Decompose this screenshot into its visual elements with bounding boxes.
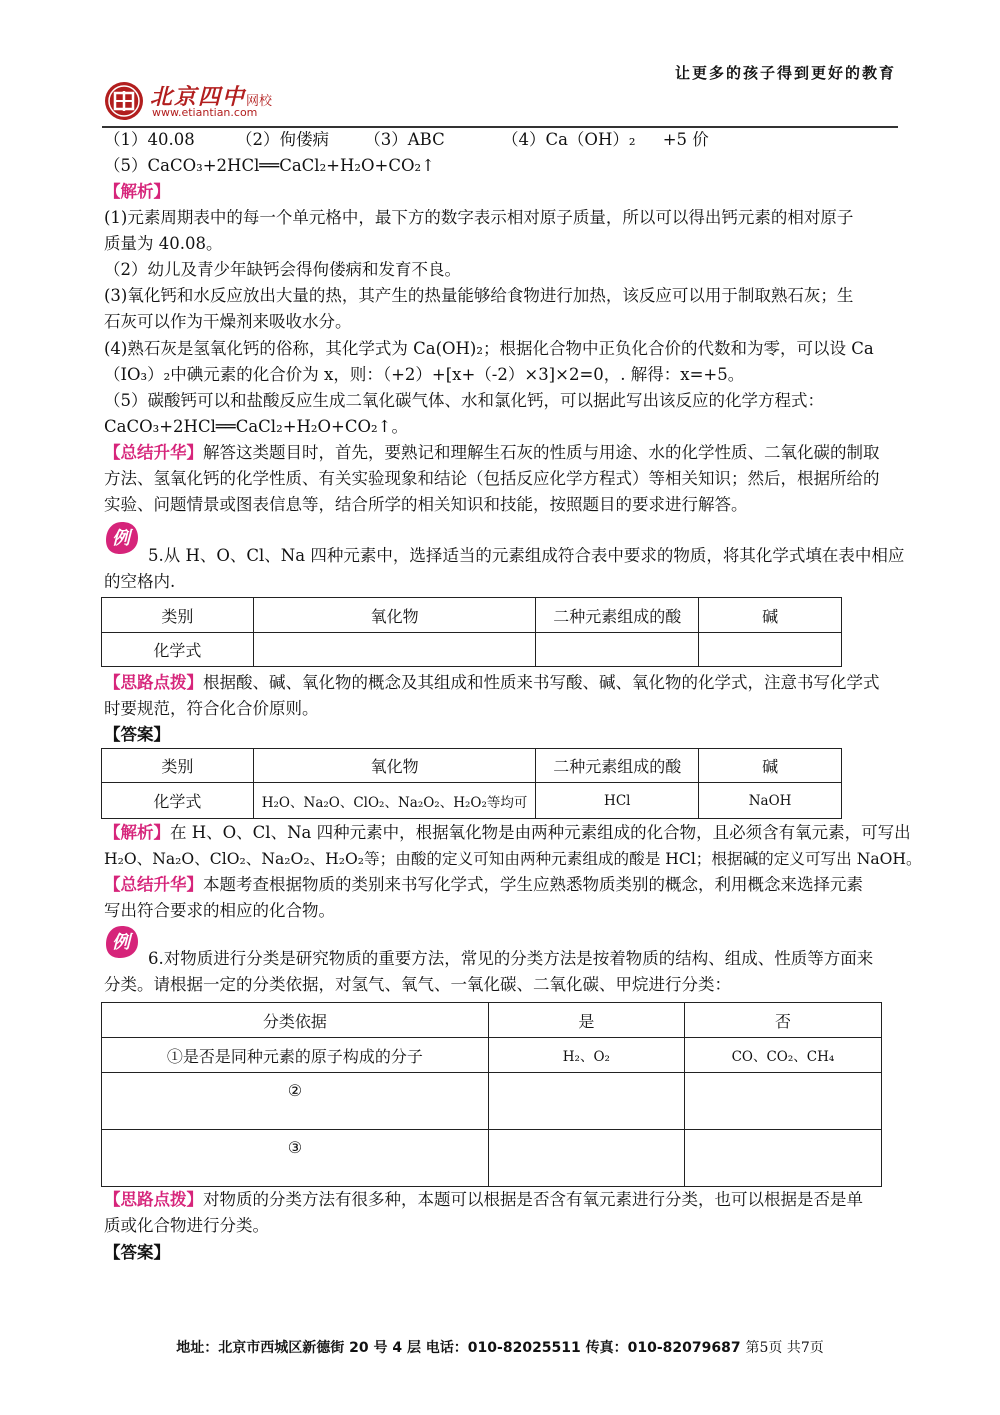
summary-line <box>104 440 898 466</box>
table-header: 碱 <box>699 749 842 783</box>
answer-row-1 <box>104 127 898 153</box>
analysis-text: 在 H、O、Cl、Na 四种元素中，根据氧化物是由两种元素组成的化合物，且必须含有氧元素，可写出 <box>170 823 911 842</box>
table-header: 类别 <box>102 749 254 783</box>
q6-hint-line: 质或化合物进行分类。 <box>104 1216 269 1235</box>
analysis-line: （5）碳酸钙可以和盐酸反应生成二氧化碳气体、水和氯化钙，可以据此写出该反应的化学方程式： <box>104 391 824 410</box>
table-cell <box>253 633 536 667</box>
hint-text: 根据酸、碱、氧化物的概念及其组成和性质来书写酸、碱、氧化物的化学式，注意书写化学式 <box>203 673 880 692</box>
analysis-tag: 【解析】 <box>104 823 170 842</box>
table-cell: ③ <box>102 1130 489 1187</box>
table-header: 否 <box>684 1003 881 1038</box>
hint-text: 对物质的分类方法有很多种，本题可以根据是否含有氧元素进行分类，也可以根据是否是单 <box>203 1190 863 1209</box>
summary-line: 方法、氢氧化钙的化学性质、有关实验现象和结论（包括反应化学方程式）等相关知识；然后，根据所给的 <box>104 469 880 488</box>
q6-line: 6.对物质进行分类是研究物质的重要方法，常见的分类方法是按着物质的结构、组成、性质等方面来 <box>148 949 874 968</box>
logo-suffix: 网校 <box>246 94 273 109</box>
table-cell <box>488 1130 684 1187</box>
summary-tag: 【总结升华】 <box>104 875 203 894</box>
analysis-line: CaCO₃+2HCl══CaCl₂+H₂O+CO₂↑。 <box>104 417 408 436</box>
q6-answer-tag: 【答案】 <box>104 1243 170 1262</box>
q6-line: 分类。请根据一定的分类依据，对氢气、氧气、一氧化碳、二氧化碳、甲烷进行分类： <box>104 975 731 994</box>
analysis-line: （2）幼儿及青少年缺钙会得佝偻病和发育不良。 <box>104 260 461 279</box>
table-header: 碱 <box>699 598 842 633</box>
analysis-line: 质量为 40.08。 <box>104 234 223 253</box>
table-cell: CO、CO₂、CH₄ <box>684 1038 881 1073</box>
summary-text: 解答这类题目时，首先，要熟记和理解生石灰的性质与用途、水的化学性质、二氧化碳的制取 <box>203 443 880 462</box>
logo-name: 北京四中 <box>150 84 247 110</box>
summary-tag: 【总结升华】 <box>104 443 203 462</box>
table-header: 分类依据 <box>102 1003 489 1038</box>
q6-table <box>101 1002 882 1187</box>
q5-analysis-line: H₂O、Na₂O、ClO₂、Na₂O₂、H₂O₂等；由酸的定义可知由两种元素组成的酸是 HCl；根据碱的定义可写出 NaOH。 <box>104 850 922 868</box>
hint-tag: 【思路点拨】 <box>104 673 203 692</box>
answer-3: （3）ABC <box>364 130 445 149</box>
table-cell: ② <box>102 1073 489 1130</box>
answer-4-valence: +5 价 <box>662 130 709 149</box>
q5-summary-line: 写出符合要求的相应的化合物。 <box>104 901 335 920</box>
q5-table <box>101 597 842 667</box>
example-badge <box>104 520 140 556</box>
table-cell: H₂、O₂ <box>488 1038 684 1073</box>
table-header: 氧化物 <box>253 749 536 783</box>
summary-text: 本题考查根据物质的类别来书写化学式，学生应熟悉物质类别的概念，利用概念来选择元素 <box>203 875 863 894</box>
header-slogan: 让更多的孩子得到更好的教育 <box>674 64 896 82</box>
school-emblem-icon <box>102 80 146 122</box>
table-cell <box>699 633 842 667</box>
table-header: 氧化物 <box>253 598 536 633</box>
logo-url: www.etiantian.com <box>152 106 258 119</box>
q5-summary <box>104 872 898 898</box>
q5-line: 的空格内. <box>104 572 176 591</box>
example-badge-label: 例 <box>112 932 130 953</box>
footer-page: 第5页 共7页 <box>745 1340 824 1356</box>
q5-hint-line: 时要规范，符合化合价原则。 <box>104 699 319 718</box>
table-cell: 化学式 <box>102 633 254 667</box>
footer <box>0 1337 1000 1357</box>
example-badge <box>104 924 140 960</box>
table-cell: NaOH <box>699 783 842 819</box>
q5-answer-table <box>101 748 842 819</box>
table-cell <box>684 1130 881 1187</box>
answer-2: （2）佝偻病 <box>235 130 329 149</box>
answer-4: （4）Ca（OH）₂ <box>501 130 636 149</box>
q5-hint <box>104 670 898 696</box>
table-cell: ①是否是同种元素的原子构成的分子 <box>102 1038 489 1073</box>
q5-line: 5.从 H、O、Cl、Na 四种元素中，选择适当的元素组成符合表中要求的物质，将其化学式填在表中相应 <box>148 546 905 565</box>
analysis-line: (1)元素周期表中的每一个单元格中，最下方的数字表示相对原子质量，所以可以得出钙元素的相对原子 <box>104 208 854 227</box>
q5-analysis <box>104 820 911 846</box>
q6-hint <box>104 1187 898 1213</box>
answer-5: （5）CaCO₃+2HCl══CaCl₂+H₂O+CO₂↑ <box>104 156 435 175</box>
analysis-line: （IO₃）₂中碘元素的化合价为 x，则：（+2）+[x+（-2）×3]×2=0，. 解得：x=+5。 <box>104 365 745 384</box>
analysis-line: (4)熟石灰是氢氧化钙的俗称，其化学式为 Ca(OH)₂；根据化合物中正负化合价的代数和为零，可以设 Ca <box>104 339 874 358</box>
analysis-line: 石灰可以作为干燥剂来吸收水分。 <box>104 312 352 331</box>
example-badge-label: 例 <box>112 528 130 549</box>
table-cell <box>488 1073 684 1130</box>
table-header: 类别 <box>102 598 254 633</box>
summary-line: 实验、问题情景或图表信息等，结合所学的相关知识和技能，按照题目的要求进行解答。 <box>104 495 748 514</box>
table-header: 是 <box>488 1003 684 1038</box>
table-cell <box>536 633 699 667</box>
table-cell: H₂O、Na₂O、ClO₂、Na₂O₂、H₂O₂等均可 <box>253 783 536 819</box>
table-header: 二种元素组成的酸 <box>536 749 699 783</box>
hint-tag: 【思路点拨】 <box>104 1190 203 1209</box>
q5-answer-tag: 【答案】 <box>104 725 170 744</box>
table-cell <box>684 1073 881 1130</box>
table-cell: HCl <box>536 783 699 819</box>
analysis-line: (3)氧化钙和水反应放出大量的热，其产生的热量能够给食物进行加热，该反应可以用于制取熟石灰；生 <box>104 286 854 305</box>
analysis-tag: 【解析】 <box>104 182 170 201</box>
table-cell: 化学式 <box>102 783 254 819</box>
logo-emblem <box>102 80 146 122</box>
answer-1: （1）40.08 <box>104 130 195 149</box>
table-header: 二种元素组成的酸 <box>536 598 699 633</box>
footer-address: 地址：北京市西城区新德街 20 号 4 层 电话：010-82025511 传真：010-82079687 <box>176 1340 741 1356</box>
